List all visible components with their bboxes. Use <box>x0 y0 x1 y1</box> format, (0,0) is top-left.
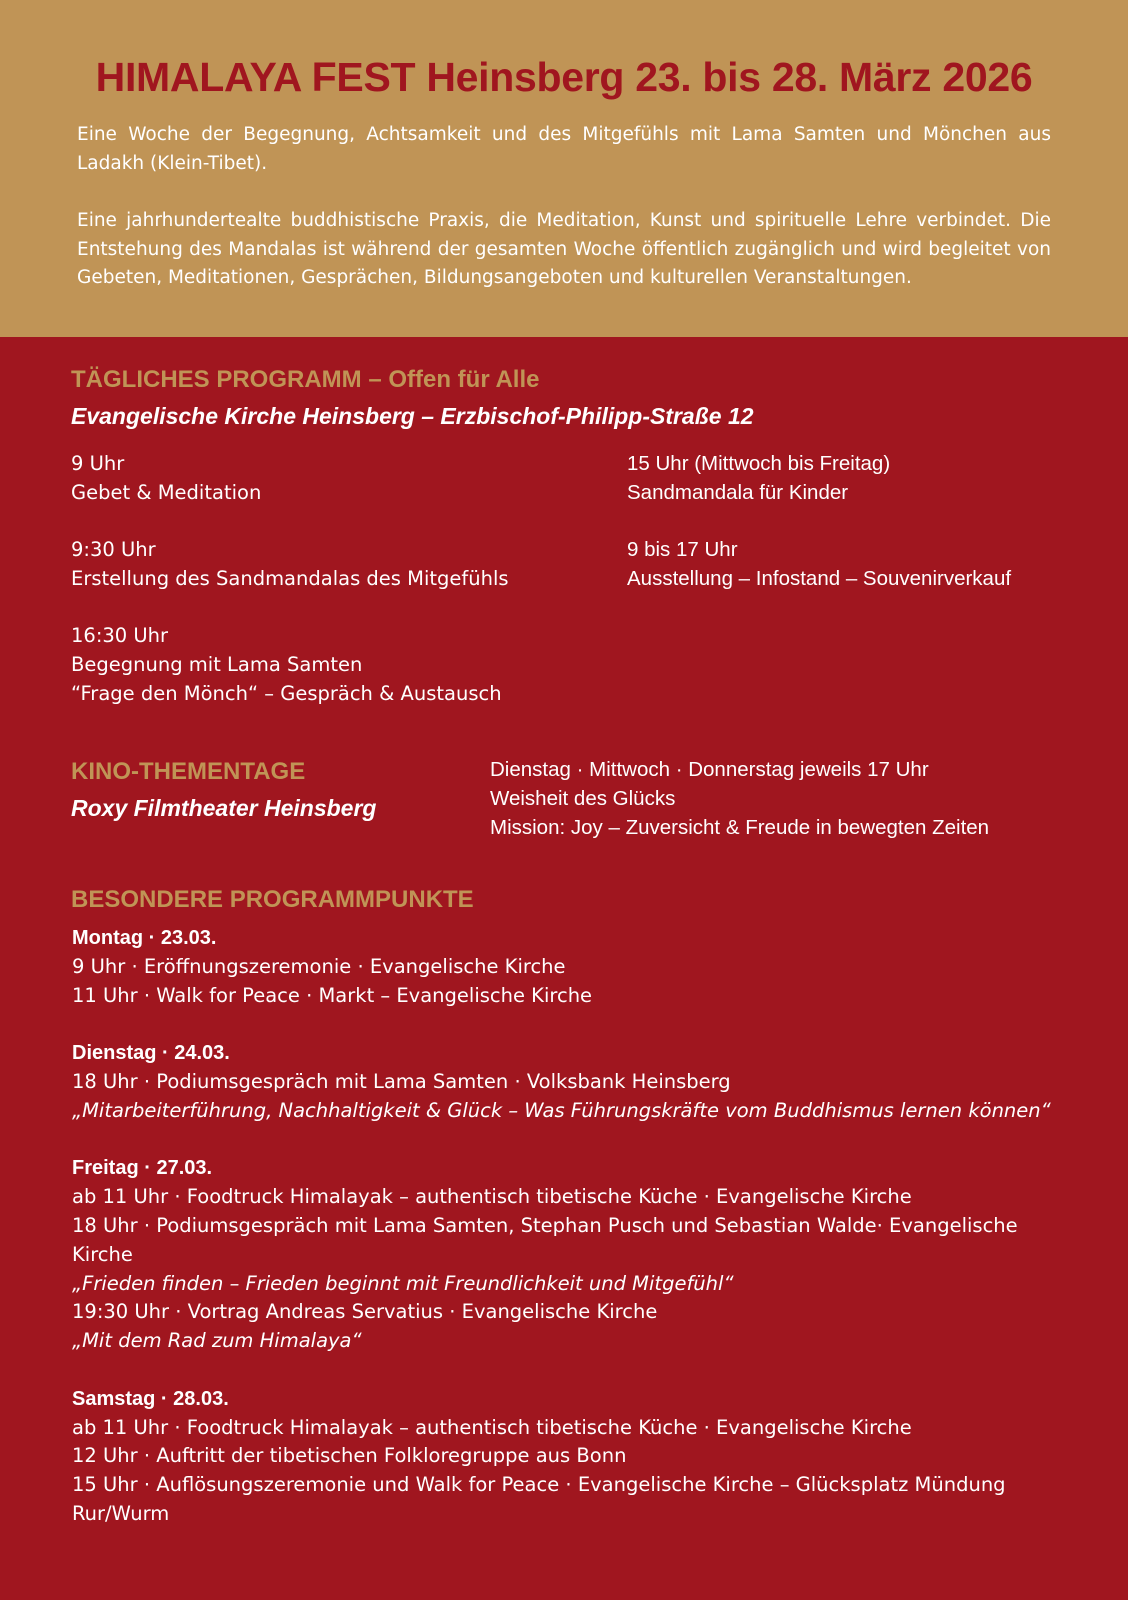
kino-venue: Roxy Filmtheater Heinsberg <box>71 795 377 821</box>
kino-film-2: Mission: Joy – Zuversicht & Freude in bewegten Zeiten <box>490 815 990 839</box>
daily-item-time: 9 Uhr <box>71 452 125 475</box>
kino-title: KINO-THEMENTAGE <box>71 758 306 785</box>
daily-item-text: Ausstellung – Infostand – Souvenirverkauf <box>627 566 1012 590</box>
daily-item-text: Begegnung mit Lama Samten <box>71 652 363 676</box>
daily-program-venue: Evangelische Kirche Heinsberg – Erzbischof-Philipp-Straße 12 <box>71 403 754 429</box>
intro-paragraph-1: Eine Woche der Begegnung, Achtsamkeit und des Mitgefühls mit Lama Samten und Mönchen aus Ladakh (Klein-Tibet). <box>77 124 1051 174</box>
special-event-line: 18 Uhr · Podiumsgespräch mit Lama Samten · Volksbank Heinsberg <box>72 1069 731 1093</box>
page-title: HIMALAYA FEST Heinsberg 23. bis 28. März 2026 <box>95 54 1033 100</box>
daily-item-time: 9:30 Uhr <box>71 538 156 561</box>
daily-item-time: 15 Uhr (Mittwoch bis Freitag) <box>627 452 891 475</box>
special-day-block <box>72 1385 1062 1529</box>
daily-item-time: 16:30 Uhr <box>71 624 169 647</box>
special-event-quote: „Frieden finden – Frieden beginnt mit Freundlichkeit und Mitgefühl“ <box>72 1271 734 1295</box>
special-day-heading: Montag · 23.03. <box>72 927 217 949</box>
kino-film-1: Weisheit des Glücks <box>490 786 676 810</box>
special-event-quote: „Mitarbeiterführung, Nachhaltigkeit & Glück – Was Führungskräfte vom Buddhismus lernen können“ <box>72 1098 1051 1122</box>
daily-program-title: TÄGLICHES PROGRAMM – Offen für Alle <box>71 366 540 393</box>
special-day-heading: Samstag · 28.03. <box>72 1387 229 1410</box>
special-day-heading: Freitag · 27.03. <box>72 1157 213 1180</box>
kino-details <box>490 756 989 842</box>
daily-item-text: Gebet & Meditation <box>71 480 262 504</box>
daily-item-930 <box>71 536 509 594</box>
special-day-block <box>72 1039 1062 1125</box>
special-event-line: 11 Uhr · Walk for Peace · Markt – Evangelische Kirche <box>72 983 593 1007</box>
special-event-quote: „Mit dem Rad zum Himalaya“ <box>72 1329 362 1353</box>
special-day-heading: Dienstag · 24.03. <box>72 1042 230 1065</box>
header-banner <box>0 0 1128 337</box>
daily-item-15 <box>627 450 890 508</box>
daily-item-text: “Frage den Mönch“ – Gespräch & Austausch <box>71 681 502 705</box>
special-event-line: ab 11 Uhr · Foodtruck Himalayak – authentisch tibetische Küche · Evangelische Kirche <box>72 1185 912 1209</box>
special-program-title: BESONDERE PROGRAMMPUNKTE <box>71 886 474 913</box>
special-event-line: 9 Uhr · Eröffnungszeremonie · Evangelische Kirche <box>72 954 566 978</box>
special-event-line: 19:30 Uhr · Vortrag Andreas Servatius · Evangelische Kirche <box>72 1300 658 1324</box>
daily-item-9-17 <box>627 536 1011 594</box>
special-day-block <box>72 924 1062 1010</box>
special-program-list <box>72 924 1062 1529</box>
daily-item-text: Sandmandala für Kinder <box>627 480 849 504</box>
special-event-line: ab 11 Uhr · Foodtruck Himalayak – authentisch tibetische Küche · Evangelische Kirche <box>72 1415 912 1439</box>
daily-item-time: 9 bis 17 Uhr <box>627 538 738 561</box>
daily-item-text: Erstellung des Sandmandalas des Mitgefühls <box>71 566 509 590</box>
special-event-line: 12 Uhr · Auftritt der tibetischen Folkloregruppe aus Bonn <box>72 1444 627 1468</box>
daily-item-1630 <box>71 622 502 708</box>
special-day-block <box>72 1154 1062 1356</box>
kino-schedule: Dienstag · Mittwoch · Donnerstag jeweils 17 Uhr <box>490 758 929 781</box>
special-event-line: 18 Uhr · Podiumsgespräch mit Lama Samten, Stephan Pusch und Sebastian Walde· Evangelische Kirche <box>72 1213 1018 1266</box>
daily-item-9 <box>71 450 261 508</box>
special-event-line: 15 Uhr · Auflösungszeremonie und Walk for Peace · Evangelische Kirche – Glücksplatz Mündung Rur/Wurm <box>72 1473 1006 1525</box>
intro-paragraph-2: Eine jahrhundertealte buddhistische Praxis, die Meditation, Kunst und spirituelle Lehre verbindet. Die Entstehung des Mandalas ist während der gesamten Woche öffentlich zugänglich und wird begleitet von Gebeten, Meditationen, Gesprächen, Bildungsangeboten und kulturellen Veranstaltungen. <box>77 210 1051 289</box>
